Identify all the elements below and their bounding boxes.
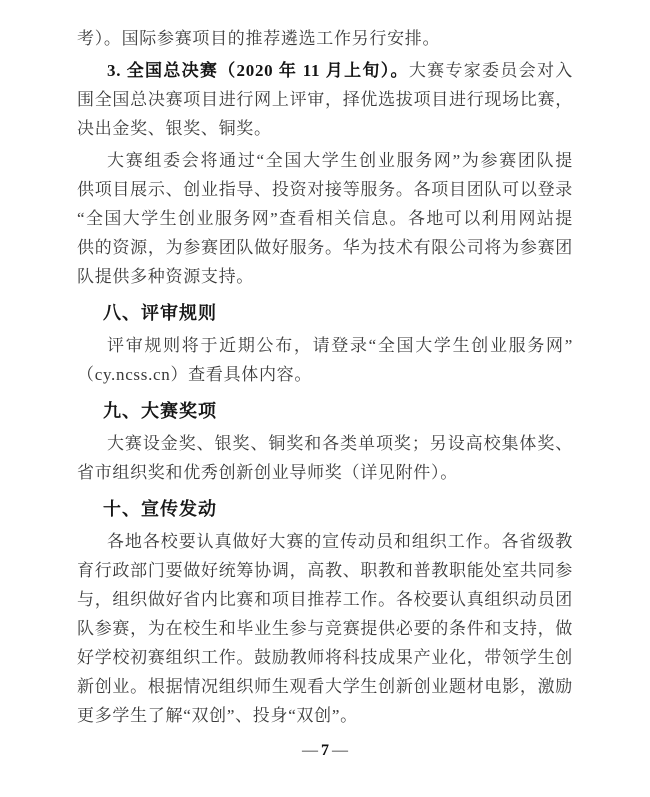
text-line (77, 114, 573, 143)
section-heading: 九、大赛奖项 (103, 401, 217, 421)
text-line (77, 85, 573, 114)
text-run: 队提供多种资源支持。 (77, 267, 254, 286)
text-run: （cy.ncss.cn）查看具体内容。 (77, 365, 313, 384)
text-run: 考）。国际参赛项目的推荐遴选工作另行安排。 (77, 29, 441, 48)
paragraph (77, 56, 573, 143)
text-run: 新创业。根据情况组织师生观看大学生创新创业题材电影，激励 (77, 677, 573, 696)
text-run: 大赛专家委员会对入 (408, 61, 573, 80)
text-run: 省市组织奖和优秀创新创业导师奖（详见附件）。 (77, 463, 458, 482)
text-line (77, 146, 573, 175)
text-run: 更多学生了解“双创”、投身“双创”。 (77, 706, 358, 725)
text-line (77, 429, 573, 458)
text-line (77, 614, 573, 643)
text-run: 大赛组委会将通过“全国大学生创业服务网”为参赛团队提 (107, 151, 573, 170)
text-line (77, 360, 573, 389)
text-run: 与，组织做好省内比赛和项目推荐工作。各校要认真组织动员团 (77, 590, 573, 609)
text-run: 各地各校要认真做好大赛的宣传动员和组织工作。各省级教 (107, 532, 573, 551)
text-line (77, 643, 573, 672)
text-line (77, 175, 573, 204)
bold-run: 3. 全国总决赛（2020 年 11 月上旬）。 (107, 61, 409, 80)
text-line (77, 527, 573, 556)
text-line (77, 204, 573, 233)
section-heading: 十、宣传发动 (103, 499, 217, 519)
text-line (77, 458, 573, 487)
text-line (77, 672, 573, 701)
text-line (77, 233, 573, 262)
paragraph (77, 146, 573, 291)
paragraph (77, 331, 573, 389)
section-heading: 八、评审规则 (103, 303, 217, 323)
text-line (77, 585, 573, 614)
page-number-dash-left: — (302, 742, 318, 759)
text-line (77, 701, 573, 730)
page-number-dash-right: — (332, 742, 348, 759)
text-line (77, 556, 573, 585)
text-line (77, 24, 573, 53)
text-run: 队参赛，为在校生和毕业生参与竞赛提供必要的条件和支持，做 (77, 619, 573, 638)
text-run: 供项目展示、创业指导、投资对接等服务。各项目团队可以登录 (77, 180, 573, 199)
paragraph (77, 429, 573, 487)
page-footer (77, 742, 573, 760)
text-run: 好学校初赛组织工作。鼓励教师将科技成果产业化，带领学生创 (77, 648, 573, 667)
text-run: 决出金奖、银奖、铜奖。 (77, 119, 272, 138)
paragraph (77, 24, 573, 53)
text-line (77, 331, 573, 360)
page-number: 7 (321, 742, 329, 759)
text-run: “全国大学生创业服务网”查看相关信息。各地可以利用网站提 (77, 209, 573, 228)
text-run: 评审规则将于近期公布，请登录“全国大学生创业服务网” (107, 336, 573, 355)
paragraph (77, 527, 573, 730)
text-run: 围全国总决赛项目进行网上评审，择优选拔项目进行现场比赛， (77, 90, 573, 109)
text-line (77, 262, 573, 291)
document-body (77, 24, 573, 730)
text-run: 供的资源，为参赛团队做好服务。华为技术有限公司将为参赛团 (77, 238, 573, 257)
text-run: 大赛设金奖、银奖、铜奖和各类单项奖；另设高校集体奖、 (107, 434, 573, 453)
text-run: 育行政部门要做好统筹协调，高教、职教和普教职能处室共同参 (77, 561, 573, 580)
text-line (77, 56, 573, 85)
